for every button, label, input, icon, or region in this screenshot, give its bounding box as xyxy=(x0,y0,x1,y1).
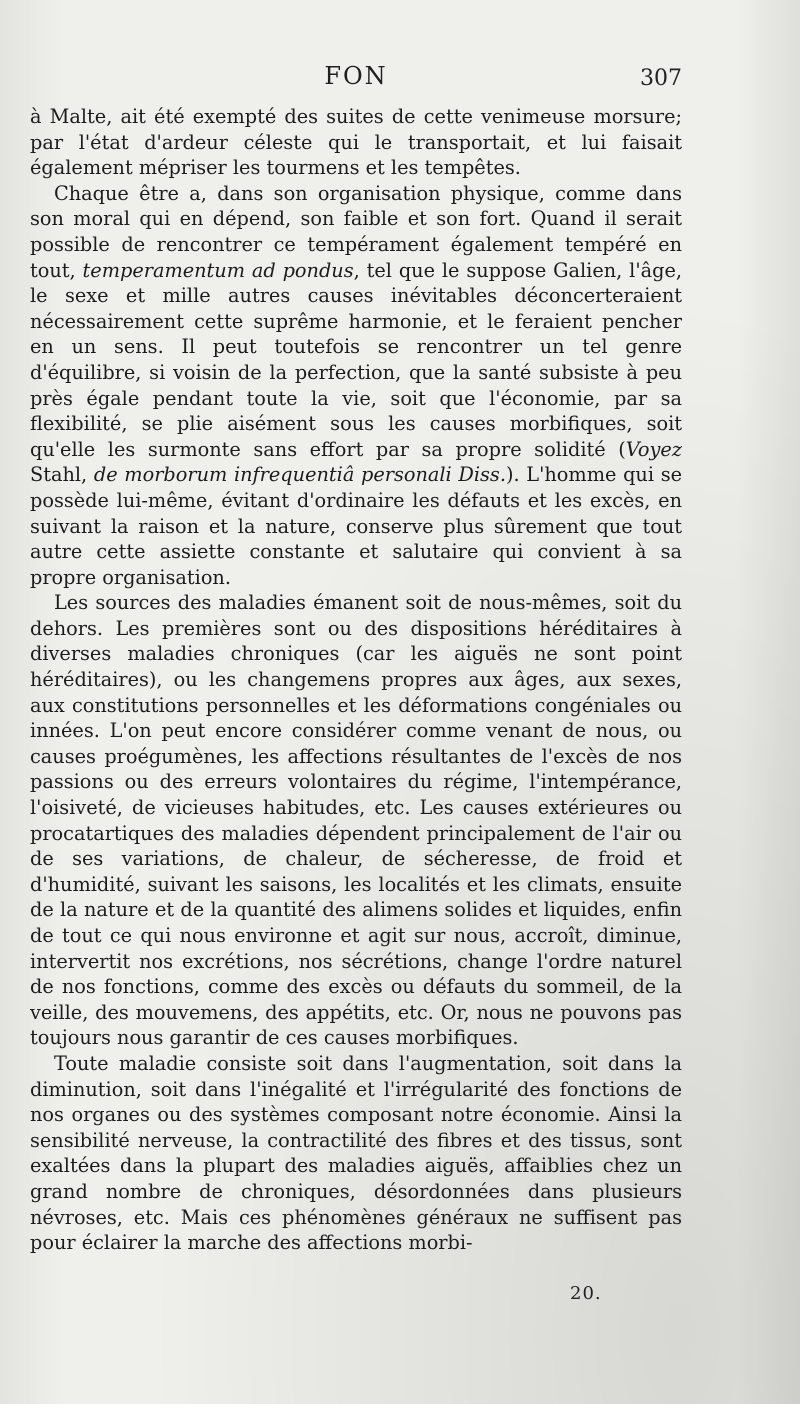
text-segment: Stahl, xyxy=(30,463,94,487)
latin-phrase: temperamentum ad pondus xyxy=(82,258,354,282)
paragraph-3 xyxy=(30,590,682,1051)
running-head: FON xyxy=(324,62,388,90)
paragraph-2 xyxy=(30,181,682,591)
text-segment: Toute maladie consiste soit dans l'augmentation, soit dans la diminution, soit dans l'inégalité et l'irrégularité des fonctions de nos organes ou des systèmes composant notre économie. Ainsi la sensibilité nerveuse, la contractilité des fibres et des tissus, sont exaltées dans la plupart des maladies aiguës, affaiblies chez un grand nombre de chroniques, désordonnées dans plusieurs névroses, etc. Mais ces phénomènes généraux ne suffisent pas pour éclairer la marche des affections morbi- xyxy=(30,1051,682,1255)
page-header xyxy=(30,62,682,96)
page-number: 307 xyxy=(640,66,682,91)
text-segment: Les sources des maladies émanent soit de nous-mêmes, soit du dehors. Les premières sont ou des dispositions héréditaires à diverses maladies chroniques (car les aiguës ne sont point héréditaires), ou les changemens propres aux âges, aux sexes, aux constitutions personnelles et les déformations congéniales ou innées. L'on peut encore considérer comme venant de nous, ou causes proégumènes, les affections résultantes de l'excès de nos passions ou des erreurs volontaires du régime, l'intempérance, l'oisiveté, de vicieuses habitudes, etc. Les causes extérieures ou procatartiques des maladies dépendent principalement de l'air ou de ses variations, de chaleur, de sécheresse, de froid et d'humidité, suivant les saisons, les localités et les climats, ensuite de la nature et de la quantité des alimens solides et liquides, enfin de tout ce qui nous environne et agit sur nous, accroît, diminue, intervertit nos excrétions, nos sécrétions, change l'ordre naturel de nos fonctions, comme des excès ou défauts du sommeil, de la veille, des mouvemens, des appétits, etc. Or, nous ne pouvons pas toujours nous garantir de ces causes morbifiques. xyxy=(30,591,682,1050)
citation-voyez: Voyez xyxy=(625,437,682,461)
citation-title: de morborum infrequentiâ personali Diss. xyxy=(93,463,506,487)
text-segment: ). L'homme qui se possède lui-même, évitant d'ordinaire les défauts et les excès, en suivant la raison et la nature, conserve plus sûrement que tout autre cette assiette constante et salutaire qui convient à sa propre organisation. xyxy=(30,463,683,589)
paragraph-1 xyxy=(30,104,682,181)
paragraph-4 xyxy=(30,1051,682,1256)
text-segment: , tel que le suppose Galien, l'âge, le sexe et mille autres causes inévitables déconcerteraient nécessairement cette suprême harmonie, et le feraient pencher en un sens. Il peut toutefois se rencontrer un tel genre d'équilibre, si voisin de la perfection, que la santé subsiste à peu près égale pendant toute la vie, soit que l'économie, par sa flexibilité, se plie aisément sous les causes morbifiques, soit qu'elle les surmonte sans effort par sa propre solidité ( xyxy=(30,258,683,461)
signature-mark: 20. xyxy=(570,1283,602,1304)
text-segment: à Malte, ait été exempté des suites de cette venimeuse morsure; par l'état d'ardeur céleste qui le transportait, et lui faisait également mépriser les tourmens et les tempêtes. xyxy=(30,105,682,180)
body-text xyxy=(30,104,682,1256)
text-segment: Chaque être a, dans son organisation physique, comme dans son moral qui en dépend, son faible et son fort. Quand il serait possible de rencontrer ce tempérament également tempéré en tout, xyxy=(30,181,682,282)
